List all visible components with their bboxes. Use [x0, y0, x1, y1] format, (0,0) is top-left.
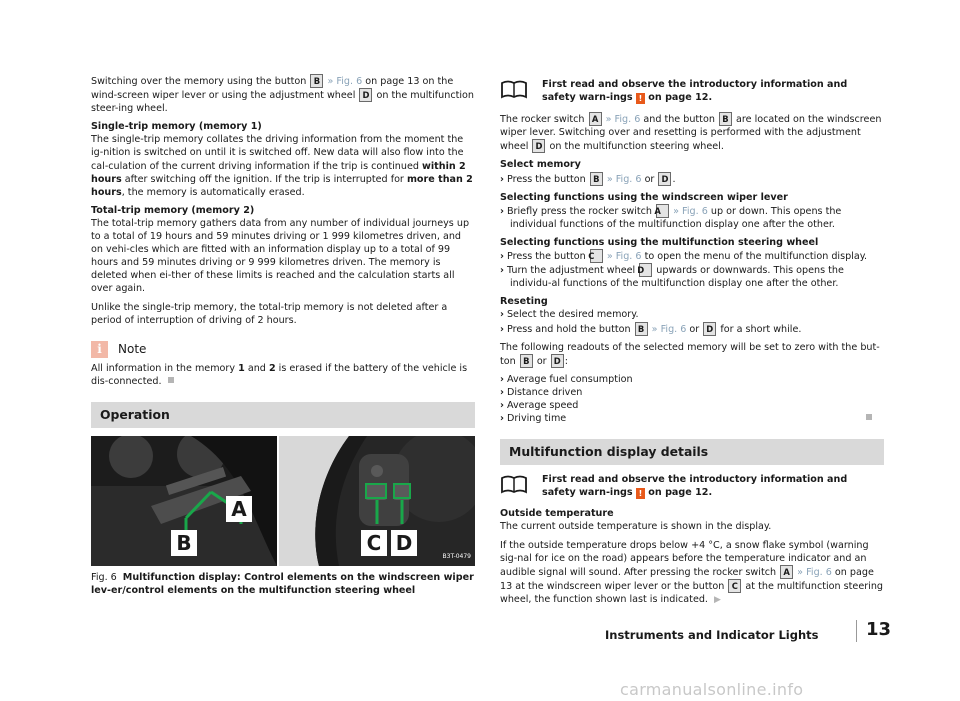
figure-label-a: A: [226, 496, 252, 522]
warning-icon: !: [636, 93, 645, 104]
button-key-label: D: [359, 88, 372, 102]
chevron-right-icon: ›: [500, 413, 504, 425]
button-key-label: C: [590, 249, 603, 263]
chevron-right-icon: ›: [500, 399, 504, 411]
figure-caption: [91, 571, 475, 597]
note-text: All information in the memory 1 and 2 is erased if the battery of the vehicle is dis-connected.: [91, 362, 468, 387]
outside-temperature-block: Outside temperature The current outside temperature is shown in the display.: [500, 507, 884, 533]
figure-reference-link[interactable]: » Fig. 6: [603, 251, 642, 263]
note-title: Note: [118, 341, 147, 356]
figure-6: [91, 436, 475, 601]
single-trip-paragraph: Single-trip memory (memory 1) The single-trip memory collates the driving information from the moment the ig-nition is switched on until it is switched off. New data will also flow into the cal-culation of the current driving information if the trip is continued within 2 hours after switching off the ignition. If the trip is interrupted for more than 2 hours, the memory is automatically erased.: [91, 120, 475, 199]
button-key-label: D: [658, 172, 671, 186]
figure-reference-link[interactable]: » Fig. 6: [794, 566, 832, 578]
footer-chapter-title: Instruments and Indicator Lights: [605, 628, 819, 642]
list-item: › Average speed: [500, 399, 579, 411]
figure-code: B3T-0479: [442, 552, 471, 560]
total-trip-heading: Total-trip memory (memory 2): [91, 204, 255, 216]
list-item: › Driving time: [500, 412, 884, 425]
button-key-label: B: [520, 354, 533, 368]
wiper-lever-heading: Selecting functions using the windscreen wiper lever: [500, 191, 788, 203]
single-trip-heading: Single-trip memory (memory 1): [91, 121, 262, 133]
select-memory-heading: Select memory: [500, 159, 581, 171]
snow-flake-paragraph: If the outside temperature drops below +4 °C, a snow flake symbol (warning sig-nal for ice on the road) appears before the temperature indicator and an audible signal will sound. After pressing the rocker switch A » Fig. 6 on page 13 at the windscreen wiper lever or the button C at the multifunction steering wheel, the function shown last is indicated. ▶: [500, 539, 884, 607]
button-key-label: A: [656, 204, 669, 218]
button-key-label: D: [703, 322, 716, 336]
button-key-label: A: [589, 112, 602, 126]
list-item: › Distance driven: [500, 386, 583, 398]
warning-notice: First read and observe the introductory information and safety warn-ings ! on page 12.: [500, 78, 884, 104]
section-end-marker: [168, 377, 174, 383]
button-key-label: B: [635, 322, 648, 336]
chevron-right-icon: ›: [500, 373, 504, 385]
figure-panel-wiper-lever: [91, 436, 277, 566]
figure-label-c: C: [361, 530, 387, 556]
button-key-label: A: [780, 565, 793, 579]
button-key-label: D: [532, 139, 545, 153]
readouts-paragraph: The following readouts of the selected memory will be set to zero with the but-ton B or D :: [500, 341, 880, 367]
page-number: 13: [866, 619, 892, 640]
warning-notice: First read and observe the introductory information and safety warn-ings ! on page 12.: [500, 473, 884, 499]
chevron-right-icon: ›: [500, 173, 504, 185]
open-book-icon: [500, 79, 528, 99]
button-key-label: B: [310, 74, 323, 88]
figure-reference-link[interactable]: » Fig. 6: [648, 323, 687, 335]
right-column: [500, 74, 884, 612]
total-trip-paragraph: Total-trip memory (memory 2) The total-trip memory gathers data from any number of individual journeys up to a total of 19 hours and 59 minutes driving or 1 999 kilometres driven, and on vehi-cles which are fitted with an information display up to a total of 99 hours and 59 minutes driving or 9 999 kilometres driven. The memory is deleted when ei-ther of these limits is reached and the calculation starts all over again.: [91, 204, 475, 296]
figure-reference-link[interactable]: » Fig. 6: [602, 114, 641, 126]
section-heading-multifunction-details: Multifunction display details: [500, 439, 884, 465]
left-column: [91, 74, 475, 601]
outside-temperature-heading: Outside temperature: [500, 508, 614, 520]
steering-wheel-block: Selecting functions using the multifunction steering wheel › Press the button C » Fig. 6 to open the menu of the multifunction display. › Turn the adjustment wheel D upwards or downwards. This opens the individu-al functions of the multifunction display one after the other.: [500, 236, 884, 290]
button-key-label: D: [551, 354, 564, 368]
chevron-right-icon: ›: [500, 386, 504, 398]
figure-caption-text: Multifunction display: Control elements on the windscreen wiper lev-er/control elements on the multifunction steering wheel: [91, 571, 474, 596]
info-icon: i: [91, 341, 108, 358]
select-memory-block: Select memory › Press the button B » Fig. 6 or D .: [500, 158, 884, 185]
figure-label-b: B: [171, 530, 197, 556]
chevron-right-icon: ›: [500, 265, 504, 277]
continue-arrow-icon: ▶: [713, 594, 721, 605]
reset-block: Reseting › Select the desired memory. › Press and hold the button B » Fig. 6 or D for a short while.: [500, 295, 884, 335]
steering-wheel-heading: Selecting functions using the multifunction steering wheel: [500, 236, 819, 248]
button-key-label: C: [728, 579, 741, 593]
unlike-paragraph: Unlike the single-trip memory, the total-trip memory is not deleted after a period of interruption of driving of 2 hours.: [91, 301, 448, 326]
rocker-paragraph: The rocker switch A » Fig. 6 and the button B are located on the windscreen wiper lever. Switching over and resetting is performed with the adjustment wheel D on the multifunction steering wheel.: [500, 114, 882, 153]
readout-list: [500, 373, 884, 425]
reset-heading: Reseting: [500, 296, 548, 308]
section-heading-operation: Operation: [91, 402, 475, 428]
wiper-lever-block: Selecting functions using the windscreen wiper lever › Briefly press the rocker switch A » Fig. 6 up or down. This opens the individual functions of the multifunction display one after the other.: [500, 191, 884, 231]
chevron-right-icon: ›: [500, 251, 504, 263]
figure-reference-link[interactable]: » Fig. 6: [603, 173, 642, 185]
chevron-right-icon: ›: [500, 205, 504, 217]
button-key-label: D: [639, 263, 652, 277]
memory-switch-paragraph: Switching over the memory using the button B » Fig. 6 on page 13 on the wind-screen wiper lever or using the adjustment wheel D on the multifunction steer-ing wheel.: [91, 76, 474, 115]
button-key-label: B: [590, 172, 603, 186]
warning-icon: !: [636, 488, 645, 499]
open-book-icon: [500, 474, 528, 494]
figure-reference-link[interactable]: » Fig. 6: [670, 205, 708, 217]
button-key-label: B: [719, 112, 732, 126]
chevron-right-icon: ›: [500, 309, 504, 321]
list-item: › Average fuel consumption: [500, 373, 633, 385]
figure-panel-steering-wheel: [279, 436, 475, 566]
note-header: [91, 341, 475, 358]
watermark: carmanualsonline.info: [620, 680, 804, 699]
footer-divider: [856, 620, 857, 642]
figure-label-d: D: [391, 530, 417, 556]
figure-reference-link[interactable]: » Fig. 6: [324, 76, 363, 87]
section-end-marker: [866, 414, 872, 420]
chevron-right-icon: ›: [500, 323, 504, 335]
figure-caption-label: Fig. 6: [91, 571, 117, 583]
